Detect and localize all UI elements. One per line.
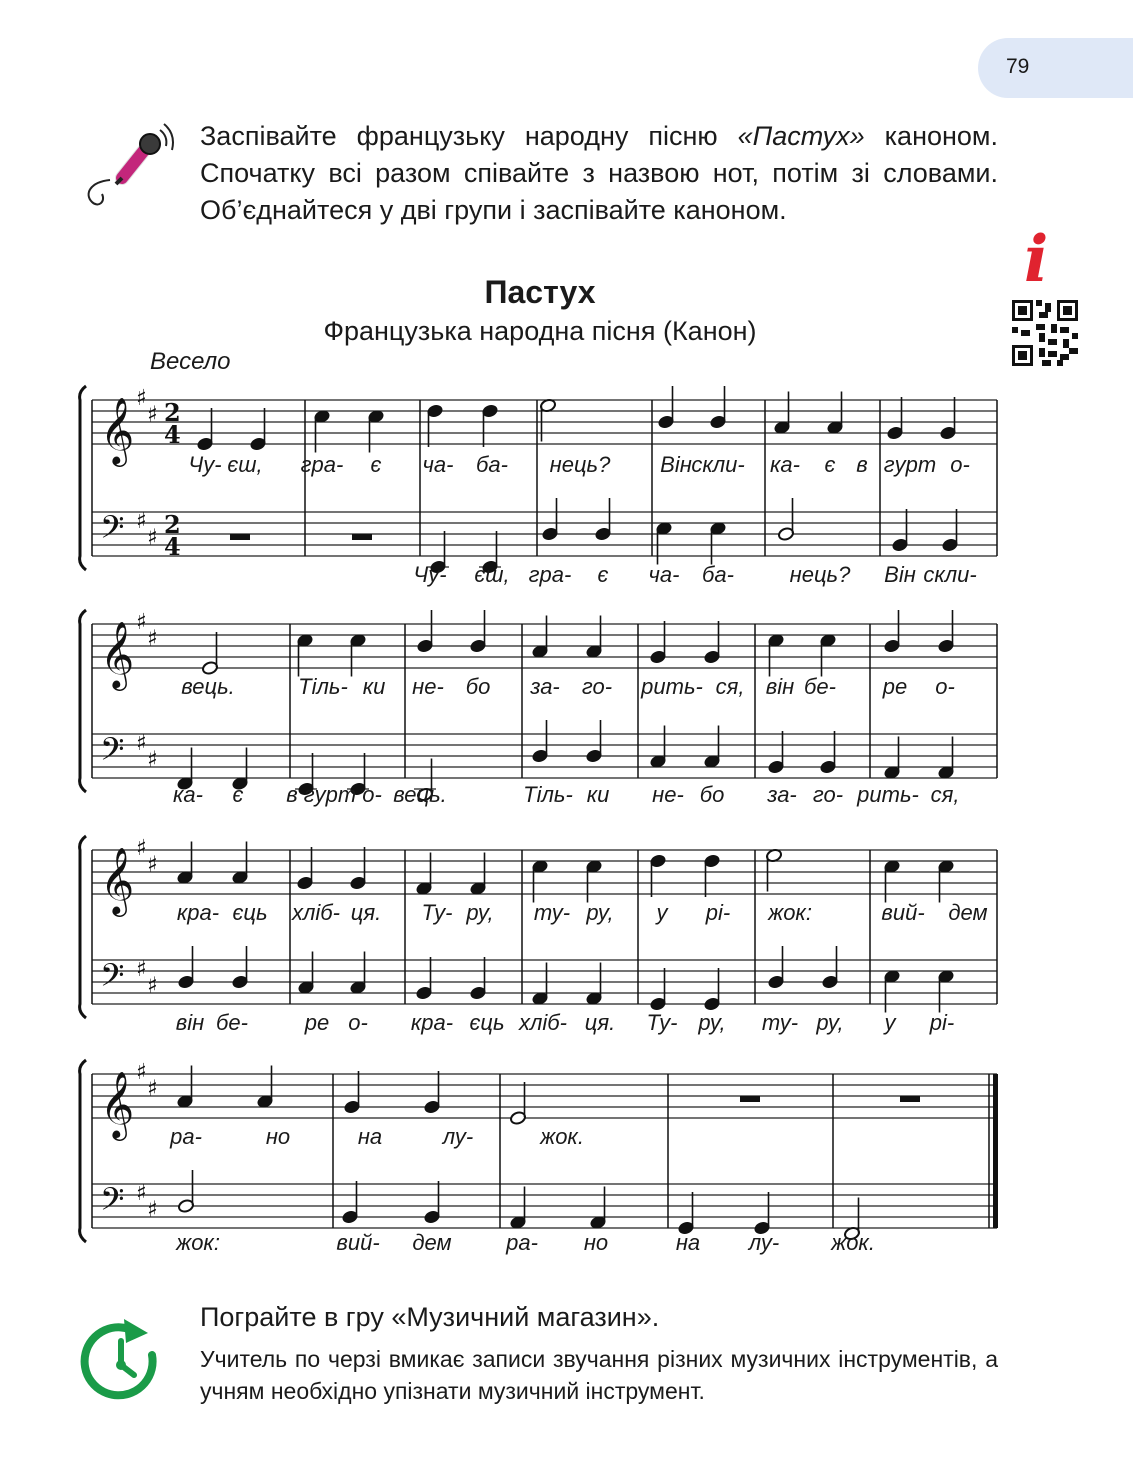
treble-clef: 𝄞	[100, 846, 135, 914]
upper-lyric: ця.	[350, 900, 382, 925]
upper-lyric: ру,	[586, 900, 614, 925]
lower-lyric: ра-	[506, 1230, 538, 1255]
sharp-f: ♯	[136, 836, 147, 861]
lower-lyric: лу-	[748, 1230, 780, 1255]
upper-lyric: лу-	[442, 1124, 474, 1149]
bass-clef: 𝄢	[100, 1181, 125, 1225]
upper-lyric: жок:	[768, 900, 812, 925]
game-title: Пограйте в гру «Музичний магазин».	[200, 1302, 660, 1332]
lower-lyric: бо	[699, 782, 725, 807]
sharp-f: ♯	[136, 386, 147, 411]
sharp-f: ♯	[136, 731, 147, 756]
sharp-c: ♯	[147, 1076, 158, 1102]
sharp-c: ♯	[147, 1197, 158, 1223]
upper-lyric: ра-	[170, 1124, 202, 1149]
lower-lyric: ка-	[173, 782, 203, 807]
upper-lyric: ча-	[422, 452, 454, 477]
upper-lyric: вий-	[881, 900, 925, 925]
song-quote: «Пастух»	[737, 121, 865, 151]
system-bracket	[80, 1060, 86, 1242]
sharp-c: ♯	[147, 747, 158, 773]
whole-rest	[900, 1096, 920, 1102]
upper-lyric: є	[824, 452, 836, 477]
lower-lyric: жок.	[831, 1230, 875, 1255]
lower-lyric: жок:	[176, 1230, 220, 1255]
lower-lyric: єць	[469, 1010, 505, 1035]
upper-lyric: в	[856, 452, 868, 477]
lower-lyric: не-	[652, 782, 684, 807]
song-subtitle: Французька народна пісня (Канон)	[323, 316, 757, 346]
sharp-f: ♯	[136, 957, 147, 982]
upper-lyric: вець.	[181, 674, 235, 699]
lower-lyric: ре	[304, 1010, 330, 1035]
lower-lyric: єш,	[474, 562, 510, 587]
lower-lyric: він	[175, 1010, 205, 1035]
upper-lyric: Він	[660, 452, 692, 477]
lower-lyric: Чу-	[413, 562, 447, 587]
sharp-c: ♯	[147, 525, 158, 551]
treble-clef: 𝄞	[100, 396, 135, 464]
time-signature-top: 2	[164, 398, 181, 427]
upper-lyric: о-	[935, 674, 955, 699]
lower-lyric: скли-	[923, 562, 977, 587]
sharp-c: ♯	[147, 852, 158, 878]
time-signature-top: 2	[164, 510, 181, 539]
lower-lyric: Він	[884, 562, 916, 587]
lower-lyric: ба-	[702, 562, 734, 587]
upper-lyric: ки	[362, 674, 386, 699]
intro-paragraph: Заспівайте французьку народну пісню «Пастух» каноном. Спочатку всі разом співайте з назвою нот, потім зі словами. Об’єднайтеся у дві групи і заспівайте каноном.	[200, 121, 998, 225]
upper-lyric: нець?	[549, 452, 611, 477]
upper-lyric: Чу-	[188, 452, 222, 477]
treble-clef: 𝄞	[100, 620, 135, 688]
lower-lyric: ру,	[816, 1010, 844, 1035]
upper-lyric: ка-	[770, 452, 800, 477]
lower-lyric: за-	[767, 782, 797, 807]
upper-lyric: Ту-	[421, 900, 453, 925]
upper-lyric: ту-	[533, 900, 571, 925]
upper-lyric: єць	[232, 900, 268, 925]
whole-rest	[740, 1096, 760, 1102]
upper-lyric: гурт	[883, 452, 937, 477]
upper-lyric: о-	[950, 452, 970, 477]
sharp-f: ♯	[136, 509, 147, 534]
whole-rest	[352, 534, 372, 540]
lower-lyric: гра-	[528, 562, 572, 587]
info-icon: i	[1024, 222, 1049, 297]
upper-lyric: на	[357, 1124, 383, 1149]
upper-lyric: він	[765, 674, 795, 699]
lower-lyric: о-	[362, 782, 382, 807]
lower-lyric: в	[286, 782, 298, 807]
lower-lyric: ча-	[648, 562, 680, 587]
lower-lyric: но	[583, 1230, 609, 1255]
lower-lyric: є	[232, 782, 244, 807]
game-instructions: Учитель по черзі вмикає записи звучання різних музичних інструментів, а учням необхідно упізнати музичний інструмент.	[200, 1346, 998, 1404]
treble-clef: 𝄞	[100, 1070, 135, 1138]
time-signature-bottom: 4	[164, 420, 181, 449]
lower-lyric: ру,	[698, 1010, 726, 1035]
upper-lyric: у	[656, 900, 668, 925]
lower-lyric: Тіль-	[523, 782, 573, 807]
upper-lyric: не-	[412, 674, 444, 699]
sharp-f: ♯	[136, 1181, 147, 1206]
lower-lyric: дем	[412, 1230, 452, 1255]
lower-lyric: нець?	[789, 562, 851, 587]
lower-lyric: Ту-	[646, 1010, 678, 1035]
lower-lyric: ки	[586, 782, 610, 807]
upper-lyric: дем	[948, 900, 988, 925]
lower-lyric: хліб-	[519, 1010, 567, 1035]
upper-lyric: го-	[581, 674, 613, 699]
lower-lyric: вий-	[336, 1230, 380, 1255]
bass-clef: 𝄢	[100, 509, 125, 553]
upper-lyric: бе-	[804, 674, 836, 699]
upper-lyric: хліб-	[292, 900, 340, 925]
upper-lyric: ре	[882, 674, 908, 699]
whole-rest	[230, 534, 250, 540]
lower-lyric: бе-	[216, 1010, 248, 1035]
time-signature-bottom: 4	[164, 532, 181, 561]
system-bracket	[80, 610, 86, 792]
lower-lyric: вець.	[393, 782, 447, 807]
page-number: 79	[1006, 55, 1030, 78]
bass-clef: 𝄢	[100, 731, 125, 775]
lower-lyric: на	[675, 1230, 701, 1255]
sharp-f: ♯	[136, 1060, 147, 1085]
upper-lyric: за-	[530, 674, 560, 699]
bass-clef: 𝄢	[100, 957, 125, 1001]
tempo-marking: Весело	[150, 348, 231, 375]
upper-lyric: ся,	[715, 674, 745, 699]
lower-lyric: о-	[348, 1010, 368, 1035]
system-bracket	[80, 386, 86, 570]
sharp-c: ♯	[147, 973, 158, 999]
sharp-c: ♯	[147, 402, 158, 428]
lower-lyric: рі-	[929, 1010, 955, 1035]
lower-lyric: гурт	[303, 782, 357, 807]
lower-lyric: ся,	[930, 782, 960, 807]
upper-lyric: жок.	[540, 1124, 584, 1149]
upper-lyric: ба-	[476, 452, 508, 477]
upper-lyric: бо	[465, 674, 491, 699]
upper-lyric: є	[370, 452, 382, 477]
lower-lyric: кра-	[410, 1010, 454, 1035]
upper-lyric: кра-	[176, 900, 220, 925]
upper-lyric: єш,	[227, 452, 263, 477]
lower-lyric: у	[884, 1010, 896, 1035]
upper-lyric: скли-	[691, 452, 745, 477]
final-barline-thick	[993, 1074, 998, 1228]
sharp-c: ♯	[147, 626, 158, 652]
clock-refresh-icon	[76, 1315, 166, 1405]
upper-lyric: Тіль-	[298, 674, 348, 699]
upper-lyric: рить-	[641, 674, 703, 699]
sharp-f: ♯	[136, 610, 147, 635]
song-title: Пастух	[484, 274, 596, 310]
upper-lyric: ру,	[466, 900, 494, 925]
lower-lyric: ту-	[761, 1010, 799, 1035]
upper-lyric: гра-	[300, 452, 344, 477]
upper-lyric: но	[265, 1124, 291, 1149]
lower-lyric: рить-	[857, 782, 919, 807]
system-bracket	[80, 836, 86, 1018]
lower-lyric: го-	[812, 782, 844, 807]
lower-lyric: є	[597, 562, 609, 587]
lower-lyric: ця.	[584, 1010, 616, 1035]
upper-lyric: рі-	[705, 900, 731, 925]
